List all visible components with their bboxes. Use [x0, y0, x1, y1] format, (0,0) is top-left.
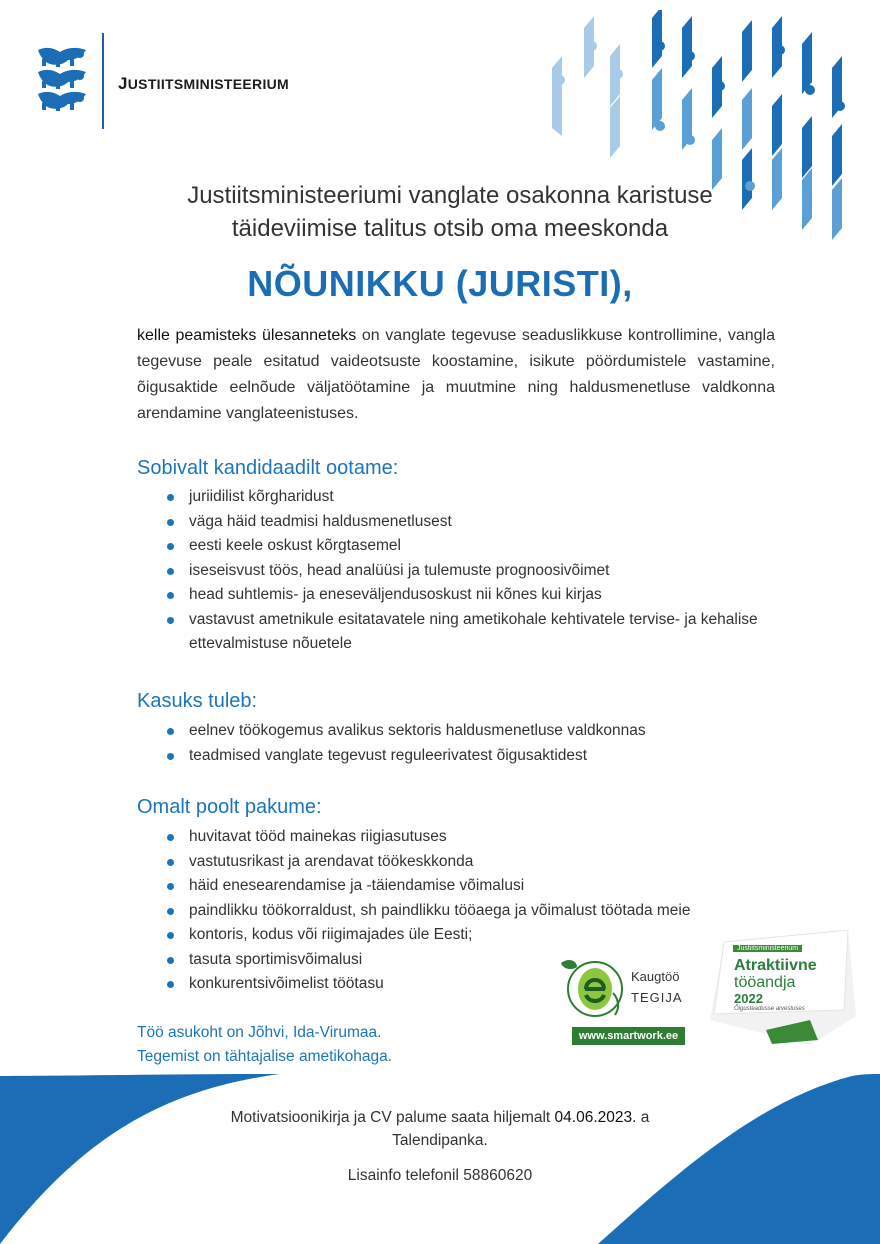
bullet-icon — [167, 543, 174, 550]
bullet-icon — [167, 519, 174, 526]
bullet-icon — [167, 981, 174, 988]
bullet-icon — [167, 957, 174, 964]
bullet-icon — [167, 617, 174, 624]
intro-text — [130, 179, 770, 245]
job-description — [137, 323, 775, 427]
advantages-title: Kasuks tuleb: — [137, 690, 258, 712]
bullet-icon — [167, 834, 174, 841]
bullet-icon — [167, 568, 174, 575]
intro-line-2: täideviimise talitus otsib oma meeskonda — [231, 215, 669, 242]
location-line-2: Tegemist on tähtajalise ametikohaga. — [137, 1048, 393, 1065]
list-item: kontoris, kodus või riigimajades üle Eesti; — [167, 923, 787, 948]
list-item: tasuta sportimisvõimalusi — [167, 948, 787, 973]
bullet-icon — [167, 908, 174, 915]
requirements-title: Sobivalt kandidaadilt ootame: — [137, 457, 399, 479]
smartwork-sublabel: TEGIJA — [631, 990, 683, 1005]
bottom-wave-decoration — [0, 1060, 880, 1244]
list-item: väga häid teadmisi haldusmenetlusest — [167, 510, 787, 535]
advantages-list — [167, 719, 787, 768]
description-lead: kelle peamisteks ülesanneteks — [137, 327, 357, 344]
bullet-icon — [167, 592, 174, 599]
list-item: paindlikku töökorraldust, sh paindlikku tööaega ja võimalust töötada meie — [167, 899, 787, 924]
job-title-headline: NÕUNIKKU (JURISTI), — [247, 263, 633, 304]
requirements-list — [167, 485, 787, 657]
location-line-1: Töö asukoht on Jõhvi, Ida-Virumaa. — [137, 1024, 382, 1041]
coat-of-arms-icon — [36, 46, 90, 116]
intro-line-1: Justiitsministeeriumi vanglate osakonna karistuse — [187, 182, 713, 209]
smartwork-label: Kaugtöö — [631, 969, 680, 984]
award-title-1: Atraktiivne — [734, 957, 817, 974]
award-subtitle: Õigusteadusse arvestuses — [734, 1006, 805, 1012]
apply-instructions: Motivatsioonikirja ja CV palume saata hiljemalt 04.06.2023. a — [230, 1109, 650, 1126]
bullet-icon — [167, 932, 174, 939]
bullet-icon — [167, 728, 174, 735]
bullet-icon — [167, 753, 174, 760]
list-item: vastavust ametnikule esitatavatele ning ametikohale kehtivatele tervise- ja kehalise ettevalmistuse nõuetele — [167, 608, 769, 657]
award-title-2: tööandja — [734, 974, 796, 991]
apply-channel: Talendipanka. — [392, 1132, 488, 1149]
list-item: häid enesearendamise ja -täiendamise võimalusi — [167, 874, 787, 899]
offer-list — [167, 825, 787, 997]
list-item: konkurentsivõimelist töötasu — [167, 972, 787, 997]
logo-divider — [102, 33, 104, 129]
bullet-icon — [167, 494, 174, 501]
list-item: teadmised vanglate tegevust reguleerivatest õigusaktidest — [167, 744, 787, 769]
list-item: head suhtlemis- ja eneseväljendusoskust nii kõnes kui kirjas — [167, 583, 787, 608]
offer-title: Omalt poolt pakume: — [137, 796, 322, 818]
smartwork-url: www.smartwork.ee — [572, 1027, 685, 1045]
list-item: juriidilist kõrgharidust — [167, 485, 787, 510]
list-item: huvitavat tööd mainekas riigiasutuses — [167, 825, 787, 850]
bullet-icon — [167, 883, 174, 890]
list-item: iseseisvust töös, head analüüsi ja tulemuste prognoosivõimet — [167, 559, 787, 584]
list-item: eelnev töökogemus avalikus sektoris haldusmenetluse valdkonnas — [167, 719, 787, 744]
contact-phone: Lisainfo telefonil 58860620 — [347, 1167, 533, 1184]
list-item: eesti keele oskust kõrgtasemel — [167, 534, 787, 559]
list-item: vastutusrikast ja arendavat töökeskkonda — [167, 850, 787, 875]
bullet-icon — [167, 859, 174, 866]
award-issuer: Justiitsministeerium — [733, 945, 802, 952]
award-year: 2022 — [734, 991, 763, 1006]
org-name: JUSTIITSMINISTEERIUM — [118, 74, 290, 93]
description-text: on vanglate tegevuse seaduslikkuse kontrollimine, vangla tegevuse peale esitatud vaideotsuste koostamine, isikute pöördumistele vastamine, õigusaktide eelnõude väljatöötamine ja muutmine ning haldusmenetluse valdkonna arendamine vanglateenistuses. — [137, 327, 775, 422]
